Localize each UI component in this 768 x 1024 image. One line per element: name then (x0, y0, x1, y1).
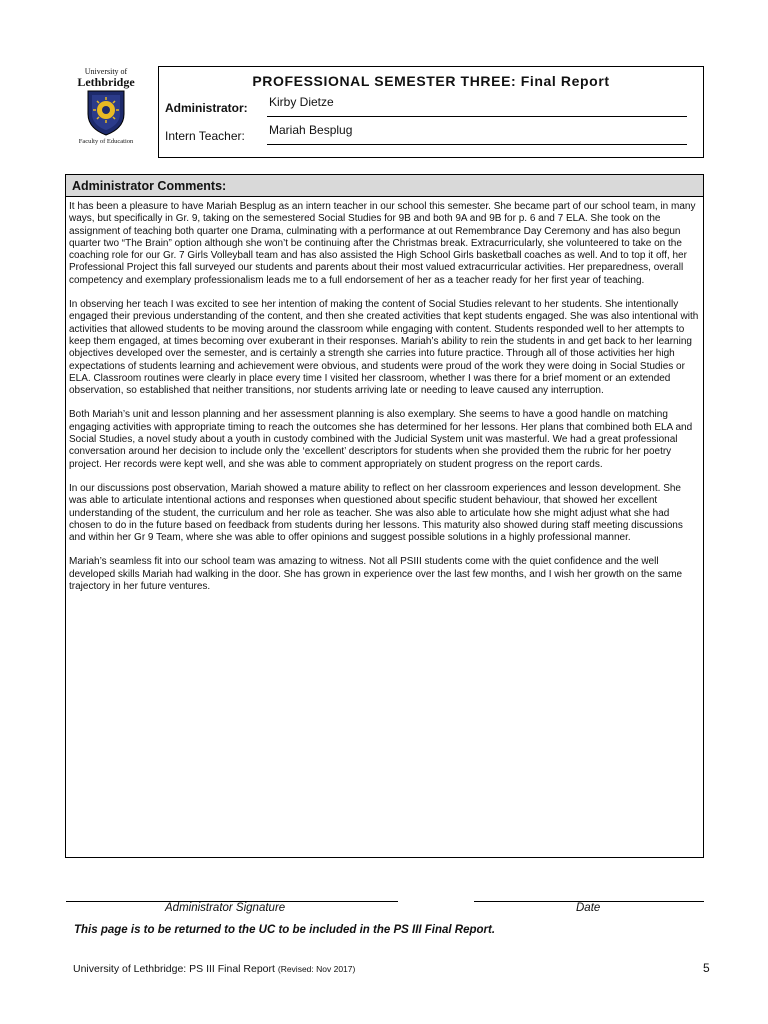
administrator-field[interactable]: Kirby Dietze (267, 95, 687, 117)
page-number: 5 (703, 961, 710, 975)
footer-text (73, 963, 355, 975)
comments-heading: Administrator Comments: (66, 175, 703, 197)
administrator-label: Administrator: (165, 101, 248, 115)
intern-teacher-label: Intern Teacher: (165, 129, 245, 143)
comments-text-area[interactable] (66, 197, 703, 593)
logo-line1: University of (84, 67, 128, 76)
page-title: PROFESSIONAL SEMESTER THREE: Final Report (252, 73, 610, 89)
date-label: Date (576, 902, 601, 914)
return-instruction: This page is to be returned to the UC to be included in the PS III Final Report. (74, 924, 496, 936)
logo-line2: Lethbridge (77, 75, 135, 89)
footer-revised: (Revised: Nov 2017) (277, 964, 356, 974)
administrator-comments-section (65, 174, 704, 858)
university-logo (66, 68, 146, 158)
comment-paragraph: In our discussions post observation, Mariah showed a mature ability to reflect on her classroom experiences and lesson development. She was able to articulate intentional actions and responses when questioned about specific student behaviour, that showed her excellent understanding of the student, the curriculum and her role as teacher. She was also able to articulate how she might adjust what she had chosen to do in the future based on feedback from students during her lessons. This maturity also showed during staff meeting discussions and within her Gr 9 Team, where she was able to offer opinions and suggest possible solutions in a highly professional manner. (69, 482, 683, 544)
crest-icon (87, 90, 125, 136)
intern-teacher-field[interactable]: Mariah Besplug (267, 123, 687, 145)
comment-paragraph: It has been a pleasure to have Mariah Besplug as an intern teacher in our school this semester. She became part of our school team, in many ways, but specifically in Gr. 9, taking on the semestered Social Studies for 9B and both 9A and 9B for p. 6 and 7 ELA. She took on the assignment of teaching both quarter one Drama, culminating with a performance at out Remembrance Day Ceremony and has also begun quarter two “The Brain” option although she won’t be continuing after the Christmas break. Extracurricularly, she volunteered to take on the coaching role for our Gr. 7 Girls Volleyball team and has also assisted the High School Girls basketball coaches as well. And to top it off, her Professional Project this fall surveyed our students and parents about their most valued extracurricular activities. Her preparedness, overall competency and exemplary professionalism leads me to a full endorsement of her as a teacher ready for her first year of teaching. (69, 201, 696, 286)
comment-paragraph: Mariah’s seamless fit into our school team was amazing to witness. Not all PSIII students come with the quiet confidence and the well developed skills Mariah had walking in the door. She has grown in experience over the last few months, and I wish her growth on the same trajectory in her future ventures. (69, 556, 683, 593)
comment-paragraph: In observing her teach I was excited to see her intention of making the content of Social Studies relevant to her students. She intentionally engaged their previous understanding of the content, and then she created activities that kept students engaged. She was also intentional with activities that allowed students to be moving around the classroom while engaging with content. Students responded well to her attempts to keep them engaged, at times becoming over exuberant in their responses. Mariah’s ability to rein the students in and get back to her learning objectives developed over the semester, and is certainly a strength she carries into future practice. Through all of those activities her high expectations of students learning and achievement were obvious, and students were proud of the work they were doing in Social Studies or ELA. Classroom routines were clearly in place every time I visited her classroom, whether I was there for a brief moment or an extended observation, so established that neither transitions, nor students arriving late or needing to leave caused any interruption. (69, 299, 699, 397)
comment-paragraph: Both Mariah’s unit and lesson planning and her assessment planning is also exemplary. She seems to have a good handle on matching engaging activities with appropriate timing to reach the outcomes she has determined for her lessons. Her plans that combined both ELA and Social Studies, a novel study about a youth in custody combined with the Judicial System unit was masterful. We had a great professional conversation around her decision to include only the ‘excellent’ descriptors for students when she provided them the rubric for her poetry project. Her records were kept well, and she was able to comment appropriately on student progress on the report cards. (69, 409, 693, 470)
administrator-signature-label: Administrator Signature (165, 902, 286, 914)
logo-faculty: Faculty of Education (78, 138, 134, 145)
report-header (158, 66, 704, 158)
footer-report-name: University of Lethbridge: PS III Final Report (73, 963, 275, 975)
